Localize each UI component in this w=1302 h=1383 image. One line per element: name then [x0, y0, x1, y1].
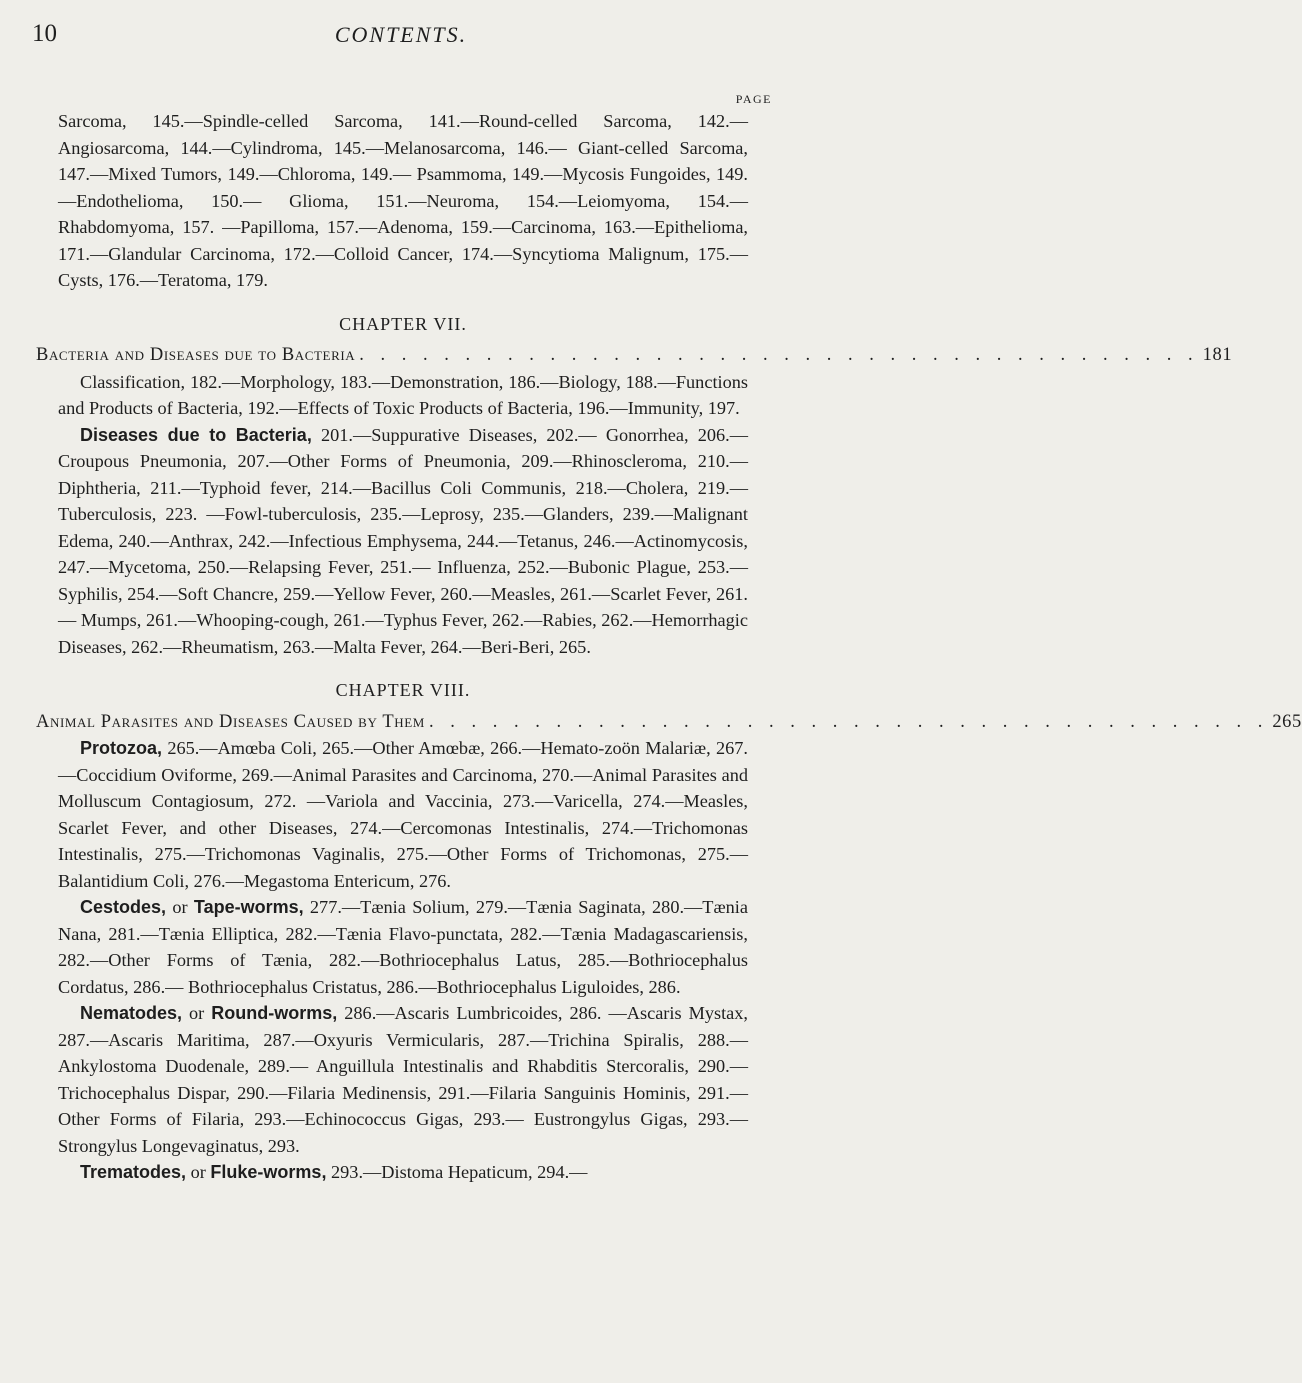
trematodes-paragraph — [58, 1159, 748, 1186]
subsection-heading-alt: Tape-worms, — [193, 897, 304, 917]
page-number: 10 — [32, 20, 57, 47]
subsection-heading: Protozoa, — [80, 738, 163, 758]
section-entry-bacteria[interactable] — [36, 342, 1233, 369]
section-title: Bacteria and Diseases due to Bacteria — [36, 345, 356, 365]
paragraph-text: 265.—Amœba Coli, 265.—Other Amœbæ, 266.—Hemato-zoön Malariæ, 267.—Coccidium Oviforme, 269.—Animal Parasites and Carcinoma, 270.—Animal Parasites and Molluscum Contagiosum, 272. —Variola and Vaccinia, 273.—Varicella, 274.—Measles, Scarlet Fever, and other Diseases, 274.—Cercomonas Intestinalis, 274.—Trichomonas Intestinalis, 275.—Trichomonas Vaginalis, 275.—Other Forms of Trichomonas, 275.—Balantidium Coli, 276.—Megastoma Entericum, 276. — [58, 738, 748, 891]
section-title: Animal Parasites and Diseases Caused by Them — [36, 711, 425, 732]
page-header — [32, 20, 770, 48]
nematodes-paragraph — [58, 1000, 748, 1159]
diseases-bacteria-paragraph — [58, 422, 748, 661]
section-entry-animal-parasites[interactable] — [36, 709, 1302, 736]
protozoa-paragraph — [58, 735, 748, 894]
subsection-heading: Nematodes, — [80, 1003, 183, 1023]
chapter-heading-8: CHAPTER VIII. — [335, 680, 471, 700]
subsection-heading: Cestodes, — [80, 897, 167, 917]
cestodes-paragraph — [58, 894, 748, 1000]
paragraph-text: 293.—Distoma Hepaticum, 294.— — [326, 1162, 588, 1182]
section-page-number: 265 — [1272, 711, 1302, 732]
page-column-label: PAGE — [735, 92, 772, 106]
subsection-heading: Trematodes, — [80, 1162, 187, 1182]
contents-body — [36, 108, 1302, 1186]
subsection-heading: Diseases due to Bacteria, — [80, 424, 312, 445]
paragraph-text: 277.—Tænia Solium, 279.—Tænia Saginata, 280.—Tænia Nana, 281.—Tænia Elliptica, 282.—Tænia Flavo-punctata, 282.—Tænia Madagascariensis, 282.—Other Forms of Tænia, 282.—Bothriocephalus Latus, 285.—Bothriocephalus Cordatus, 286.— Bothriocephalus Cristatus, 286.—Bothriocephalus Liguloides, 286. — [58, 897, 749, 997]
chapter-heading-7: CHAPTER VII. — [339, 313, 467, 334]
dot-leader: . . . . . . . . . . . . . . . . . . . . . . . . . . . . . . . . . . . . . . . . — [428, 711, 1269, 732]
dot-leader: . . . . . . . . . . . . . . . . . . . . . . . . . . . . . . . . . . . . . . . . — [359, 345, 1199, 365]
subsection-heading-alt: Fluke-worms, — [210, 1162, 327, 1182]
paragraph-text: 201.—Suppurative Diseases, 202.— Gonorrhea, 206.—Croupous Pneumonia, 207.—Other Forms of Pneumonia, 209.—Rhinoscleroma, 210.—Diphtheria, 211.—Typhoid fever, 214.—Bacillus Coli Communis, 218.—Cholera, 219.—Tuberculosis, 223. —Fowl-tuberculosis, 235.—Leprosy, 235.—Glanders, 239.—Malignant Edema, 240.—Anthrax, 242.—Infectious Emphysema, 244.—Tetanus, 246.—Actinomycosis, 247.—Mycetoma, 250.—Relapsing Fever, 251.— Influenza, 252.—Bubonic Plague, 253.—Syphilis, 254.—Soft Chancre, 259.—Yellow Fever, 260.—Measles, 261.—Scarlet Fever, 261.— Mumps, 261.—Whooping-cough, 261.—Typhus Fever, 262.—Rabies, 262.—Hemorrhagic Diseases, 262.—Rheumatism, 263.—Malta Fever, 264.—Beri-Beri, 265. — [58, 424, 748, 657]
connector-text: or — [166, 897, 194, 917]
intro-paragraph: Sarcoma, 145.—Spindle-celled Sarcoma, 141.—Round-celled Sarcoma, 142.—Angiosarcoma, 144.—Cylindroma, 145.—Melanosarcoma, 146.— Giant-celled Sarcoma, 147.—Mixed Tumors, 149.—Chloroma, 149.— Psammoma, 149.—Mycosis Fungoides, 149.—Endothelioma, 150.— Glioma, 151.—Neuroma, 154.—Leiomyoma, 154.—Rhabdomyoma, 157. —Papilloma, 157.—Adenoma, 159.—Carcinoma, 163.—Epithelioma, 171.—Glandular Carcinoma, 172.—Colloid Cancer, 174.—Syncytioma Malignum, 175.—Cysts, 176.—Teratoma, 179. — [58, 111, 748, 290]
section-page-number: 181 — [1202, 345, 1233, 365]
subsection-heading-alt: Round-worms, — [211, 1003, 338, 1023]
running-title: CONTENTS. — [334, 22, 468, 47]
bacteria-topics-paragraph: Classification, 182.—Morphology, 183.—Demonstration, 186.—Biology, 188.—Functions and Products of Bacteria, 192.—Effects of Toxic Products of Bacteria, 196.—Immunity, 197. — [58, 371, 748, 418]
connector-text: or — [186, 1162, 211, 1182]
paragraph-text: 286.—Ascaris Lumbricoides, 286. —Ascaris Mystax, 287.—Ascaris Maritima, 287.—Oxyuris Vermicularis, 287.—Trichina Spiralis, 288.—Ankylostoma Duodenale, 289.— Anguillula Intestinalis and Rhabditis Stercoralis, 290.—Trichocephalus Dispar, 290.—Filaria Medinensis, 291.—Filaria Sanguinis Hominis, 291.—Other Forms of Filaria, 293.—Echinococcus Gigas, 293.— Eustrongylus Gigas, 293.—Strongylus Longevaginatus, 293. — [58, 1003, 748, 1156]
connector-text: or — [182, 1003, 212, 1023]
